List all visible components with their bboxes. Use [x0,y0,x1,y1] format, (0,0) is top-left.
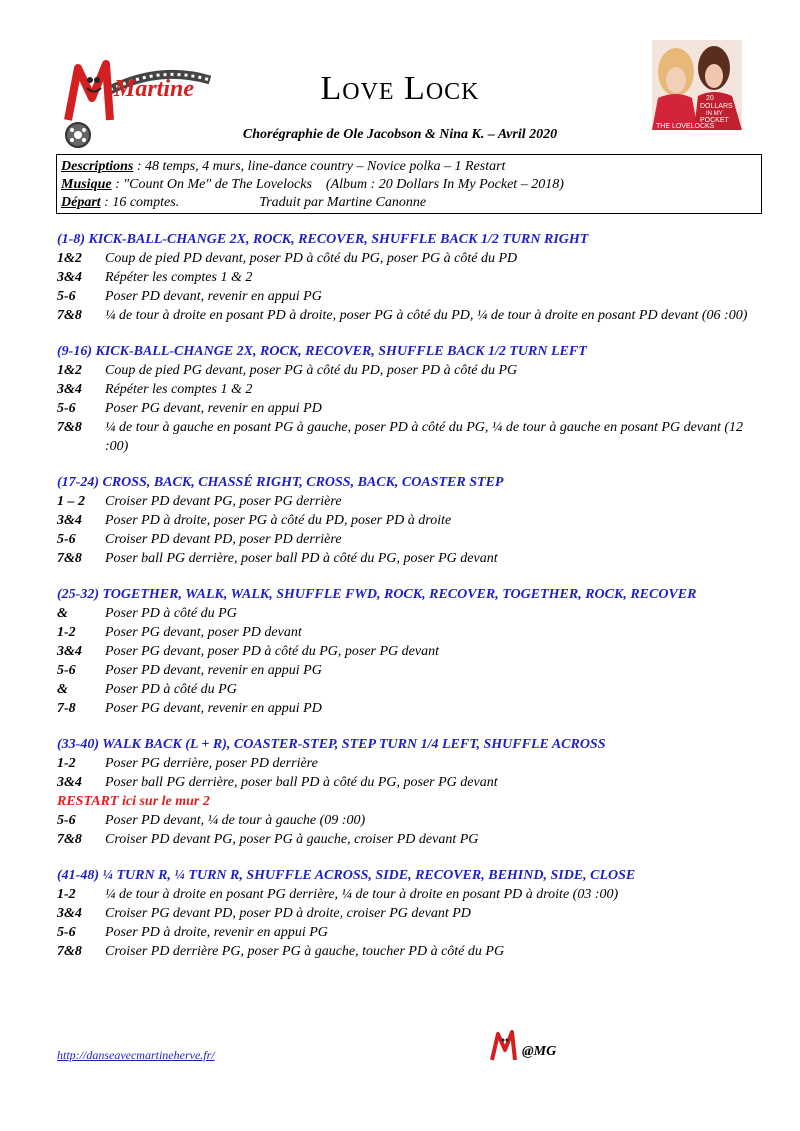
restart-note: RESTART ici sur le mur 2 [57,794,210,809]
step-count: 7&8 [57,944,82,959]
musique-label: Musique [61,177,112,192]
step-desc: Poser PD à droite, revenir en appui PG [105,925,328,940]
step-row [57,661,757,680]
step-desc: ¼ de tour à droite en posant PG derrière, ¼ de tour à droite en posant PD à droite (03 :00) [105,887,619,902]
section-title: (17-24) CROSS, BACK, CHASSÉ RIGHT, CROSS, BACK, COASTER STEP [57,475,504,490]
step-count: 3&4 [57,513,82,528]
section-17-24 [57,473,757,568]
step-row [57,249,757,268]
album-cover [652,40,742,130]
descriptions-value: : 48 temps, 4 murs, line-dance country – Novice polka – 1 Restart [133,159,506,174]
step-count: 1-2 [57,625,76,640]
step-row [57,623,757,642]
info-box [56,154,762,214]
step-row [57,549,757,568]
step-row [57,604,757,623]
musique-value: : "Count On Me" de The Lovelocks [111,177,312,192]
step-desc: Poser PD devant, revenir en appui PG [105,663,322,678]
step-desc: Croiser PD devant PG, poser PG derrière [105,494,342,509]
step-desc: ¼ de tour à gauche en posant PG à gauche, poser PD à côté du PG, ¼ de tour à gauche en posant PG devant (12 :00) [105,420,744,454]
page-title: Love Lock [320,70,480,107]
step-count: 7-8 [57,701,76,716]
choreography-credit: Chorégraphie de Ole Jacobson & Nina K. – Avril 2020 [242,127,558,142]
section-9-16 [57,342,757,456]
step-row [57,287,757,306]
descriptions-label: Descriptions [61,159,134,174]
step-row [57,773,757,792]
step-row [57,754,757,773]
svg-text:THE LOVELOCKS: THE LOVELOCKS [656,123,715,130]
signature [488,1028,588,1064]
step-row [57,306,757,325]
step-row [57,399,757,418]
step-desc: ¼ de tour à droite en posant PD à droite, poser PG à côté du PD, ¼ de tour à droite en posant PD devant (06 :00) [105,308,748,323]
svg-text:20: 20 [706,95,714,102]
step-desc: Répéter les comptes 1 & 2 [105,270,253,285]
step-count: 3&4 [57,382,82,397]
section-title: (25-32) TOGETHER, WALK, WALK, SHUFFLE FWD, ROCK, RECOVER, TOGETHER, ROCK, RECOVER [57,587,697,602]
signature-m-icon [488,1028,522,1064]
svg-text:Martine: Martine [114,76,195,102]
step-desc: Poser PD à côté du PG [105,606,237,621]
album-value: (Album : 20 Dollars In My Pocket – 2018) [325,177,564,192]
step-desc: Poser ball PG derrière, poser ball PD à côté du PG, poser PG devant [105,551,498,566]
step-count: 7&8 [57,832,82,847]
step-count: 7&8 [57,308,82,323]
step-row [57,680,757,699]
step-count: 3&4 [57,906,82,921]
step-count: 5-6 [57,532,76,547]
depart-value: : 16 comptes. [100,195,180,210]
step-row [57,380,757,399]
signature-text: @MG [522,1044,557,1059]
step-desc: Croiser PD devant PD, poser PD derrière [105,532,342,547]
step-desc: Poser PG devant, poser PD à côté du PG, poser PG devant [105,644,439,659]
step-count: 5-6 [57,813,76,828]
step-desc: Coup de pied PG devant, poser PG à côté du PD, poser PD à côté du PG [105,363,518,378]
step-count: 3&4 [57,644,82,659]
section-1-8 [57,230,757,325]
section-title: (33-40) WALK BACK (L + R), COASTER-STEP, STEP TURN 1/4 LEFT, SHUFFLE ACROSS [57,737,606,752]
section-title: (9-16) KICK-BALL-CHANGE 2X, ROCK, RECOVER, SHUFFLE BACK 1/2 TURN LEFT [57,344,587,359]
step-row [57,699,757,718]
step-desc: Poser PG devant, poser PD devant [105,625,302,640]
step-count: 1-2 [57,887,76,902]
step-desc: Poser PG devant, revenir en appui PD [105,401,322,416]
website-link[interactable]: http://danseavecmartineherve.fr/ [57,1048,215,1062]
step-row [57,923,757,942]
step-count: 1-2 [57,756,76,771]
step-count: 5-6 [57,663,76,678]
step-row [57,942,757,961]
step-row [57,811,757,830]
section-33-40 [57,735,757,849]
step-desc: Poser PD devant, revenir en appui PG [105,289,322,304]
step-count: 3&4 [57,775,82,790]
step-desc: Poser PG devant, revenir en appui PD [105,701,322,716]
step-desc: Répéter les comptes 1 & 2 [105,382,253,397]
step-row [57,530,757,549]
step-count: 5-6 [57,401,76,416]
step-count: 5-6 [57,289,76,304]
step-count: 1 – 2 [57,494,85,509]
step-count: & [57,682,68,697]
step-desc: Poser PD à droite, poser PG à côté du PD, poser PD à droite [105,513,452,528]
step-row [57,268,757,287]
step-desc: Poser PD devant, ¼ de tour à gauche (09 :00) [105,813,366,828]
step-count: 3&4 [57,270,82,285]
step-count: 7&8 [57,551,82,566]
descriptions-line [61,158,757,176]
depart-label: Départ [61,195,101,210]
step-desc: Croiser PD derrière PG, poser PG à gauche, toucher PD à côté du PG [105,944,505,959]
step-desc: Coup de pied PD devant, poser PD à côté du PG, poser PG à côté du PD [105,251,518,266]
step-count: 1&2 [57,363,82,378]
svg-text:IN MY: IN MY [706,111,723,117]
depart-line [61,194,757,212]
step-row [57,492,757,511]
step-row [57,642,757,661]
step-desc: Croiser PG devant PD, poser PD à droite, croiser PG devant PD [105,906,471,921]
step-count: 7&8 [57,420,82,435]
step-count: 5-6 [57,925,76,940]
step-desc: Croiser PD devant PG, poser PG à gauche, croiser PD devant PG [105,832,479,847]
step-row [57,511,757,530]
section-title: (1-8) KICK-BALL-CHANGE 2X, ROCK, RECOVER, SHUFFLE BACK 1/2 TURN RIGHT [57,232,589,247]
step-sheet [57,230,757,978]
section-title: (41-48) ¼ TURN R, ¼ TURN R, SHUFFLE ACROSS, SIDE, RECOVER, BEHIND, SIDE, CLOSE [57,868,636,883]
step-row [57,904,757,923]
musique-line [61,176,757,194]
section-41-48 [57,866,757,961]
step-desc: Poser ball PG derrière, poser ball PD à côté du PG, poser PG devant [105,775,498,790]
svg-text:POCKET: POCKET [700,117,729,124]
step-count: 1&2 [57,251,82,266]
step-count: & [57,606,68,621]
translator: Traduit par Martine Canonne [259,195,427,210]
step-row [57,418,757,456]
step-desc: Poser PD à côté du PG [105,682,237,697]
step-desc: Poser PG derrière, poser PD derrière [105,756,318,771]
svg-text:DOLLARS: DOLLARS [700,103,733,110]
step-row [57,361,757,380]
section-25-32 [57,585,757,718]
step-row [57,885,757,904]
step-row [57,830,757,849]
